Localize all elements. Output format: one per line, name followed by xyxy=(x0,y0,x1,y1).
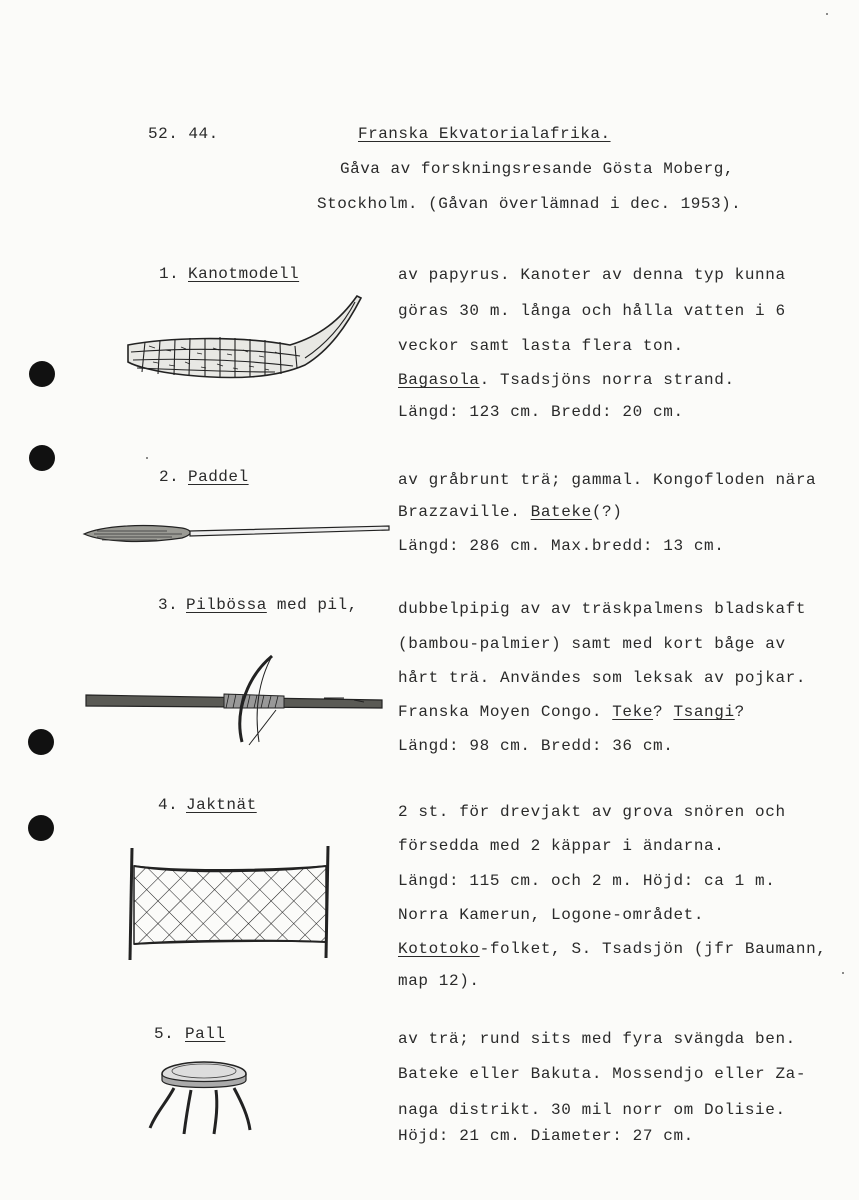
item-measurements: Längd: 286 cm. Max.bredd: 13 cm. xyxy=(398,537,725,555)
item-name: Pilbössa xyxy=(186,596,267,614)
item-description-line: Bateke eller Bakuta. Mossendjo eller Za- xyxy=(398,1065,807,1083)
paddle-drawing xyxy=(82,518,392,548)
place-underlined: Bagasola xyxy=(398,371,480,389)
item-name-line xyxy=(186,597,358,613)
item-place-line xyxy=(398,371,735,389)
item-description-line: göras 30 m. långa och hålla vatten i 6 xyxy=(398,302,786,320)
item-description-line: (bambou-palmier) samt med kort båge av xyxy=(398,635,786,653)
text-segment: (?) xyxy=(591,503,623,521)
item-number: 5. xyxy=(154,1025,175,1043)
binder-hole-4 xyxy=(28,815,54,841)
people-underlined: Kototoko xyxy=(398,940,480,958)
item-description-line: av trä; rund sits med fyra svängda ben. xyxy=(398,1030,796,1048)
item-description-line xyxy=(398,703,745,721)
donor-line-2: Stockholm. (Gåvan överlämnad i dec. 1953). xyxy=(317,195,742,213)
item-description-line: 2 st. för drevjakt av grova snören och xyxy=(398,803,786,821)
item-name: Pall xyxy=(185,1025,226,1043)
item-description-line xyxy=(398,503,622,521)
text-segment: ? xyxy=(653,703,674,721)
item-description-line: Norra Kamerun, Logone-området. xyxy=(398,906,705,924)
place-rest: . Tsadsjöns norra strand. xyxy=(479,371,735,389)
item-description-line: försedda med 2 käppar i ändarna. xyxy=(398,837,725,855)
item-description-line: Höjd: 21 cm. Diameter: 27 cm. xyxy=(398,1127,694,1145)
paper-speck xyxy=(826,13,828,15)
page-title: Franska Ekvatorialafrika. xyxy=(358,125,611,143)
item-measurements: Längd: 98 cm. Bredd: 36 cm. xyxy=(398,737,674,755)
item-description-line xyxy=(398,940,826,958)
text-segment: Franska Moyen Congo. xyxy=(398,703,613,721)
item-description-line: map 12). xyxy=(398,972,480,990)
text-segment: Brazzaville. xyxy=(398,503,531,521)
catalog-number: 52. 44. xyxy=(148,125,219,143)
item-number: 2. xyxy=(159,468,180,486)
binder-hole-3 xyxy=(28,729,54,755)
item-number: 3. xyxy=(158,596,179,614)
paper-speck xyxy=(842,972,844,974)
item-description-line: av gråbrunt trä; gammal. Kongofloden nära xyxy=(398,471,817,489)
people-underlined: Bateke xyxy=(530,503,592,521)
binder-hole-2 xyxy=(29,445,55,471)
text-segment: ? xyxy=(734,703,745,721)
binder-hole-1 xyxy=(29,361,55,387)
item-name: Kanotmodell xyxy=(188,265,300,283)
people-underlined: Tsangi xyxy=(673,703,735,721)
hunting-net-drawing xyxy=(124,844,338,964)
people-underlined: Teke xyxy=(612,703,654,721)
crossbow-drawing xyxy=(84,650,386,760)
canoe-model-drawing xyxy=(125,290,365,390)
item-description-line: av papyrus. Kanoter av denna typ kunna xyxy=(398,266,786,284)
text-segment: -folket, S. Tsadsjön (jfr Baumann, xyxy=(479,940,827,958)
item-description-line: Längd: 115 cm. och 2 m. Höjd: ca 1 m. xyxy=(398,872,776,890)
item-name: Jaktnät xyxy=(186,796,257,814)
item-description-line: dubbelpipig av av träskpalmens bladskaft xyxy=(398,600,807,618)
item-description-line: hårt trä. Användes som leksak av pojkar. xyxy=(398,669,807,687)
item-name-suffix: med pil, xyxy=(266,596,358,614)
item-number: 1. xyxy=(159,265,180,283)
item-measurements: Längd: 123 cm. Bredd: 20 cm. xyxy=(398,403,684,421)
item-description-line: veckor samt lasta flera ton. xyxy=(398,337,684,355)
paper-speck xyxy=(146,457,148,459)
donor-line-1: Gåva av forskningsresande Gösta Moberg, xyxy=(340,160,734,178)
stool-drawing xyxy=(146,1058,256,1140)
item-number: 4. xyxy=(158,796,179,814)
item-description-line: naga distrikt. 30 mil norr om Dolisie. xyxy=(398,1101,786,1119)
item-name: Paddel xyxy=(188,468,249,486)
